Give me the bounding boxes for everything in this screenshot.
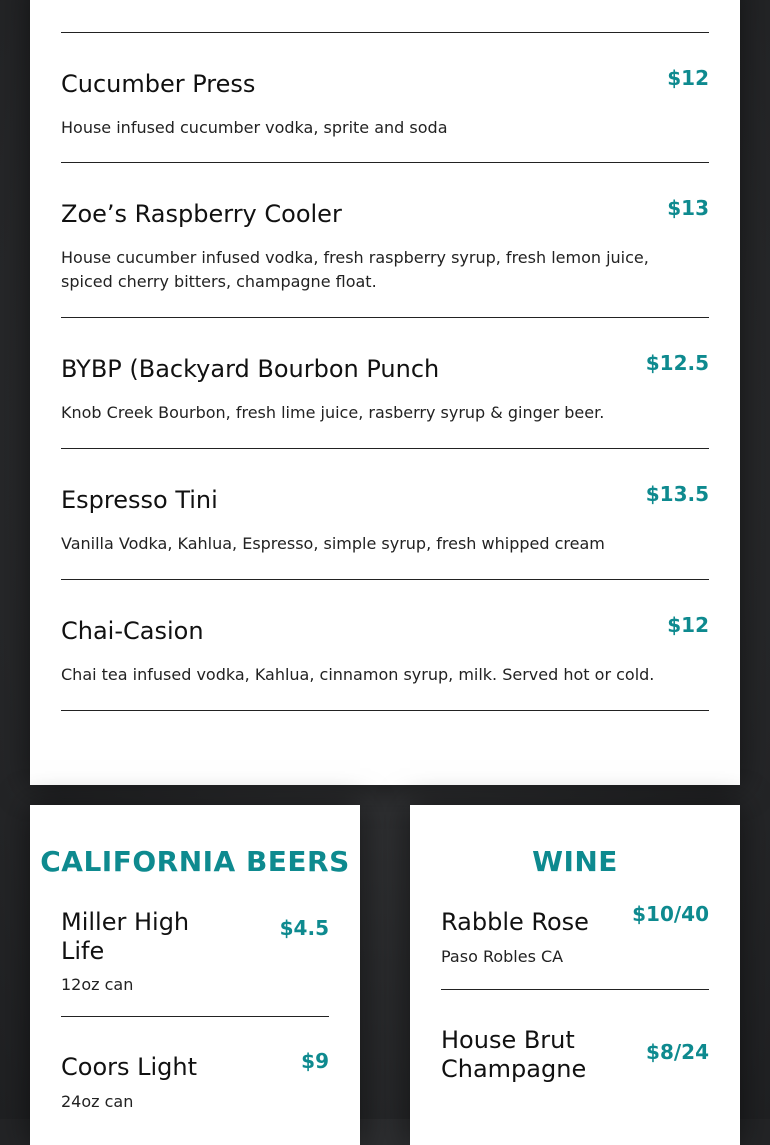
divider <box>61 317 709 318</box>
item-description: Chai tea infused vodka, Kahlua, cinnamon syrup, milk. Served hot or cold. <box>61 665 655 684</box>
section-title: WINE <box>532 845 618 878</box>
divider <box>61 448 709 449</box>
item-name: Coors Light <box>61 1053 198 1081</box>
item-name: Cucumber Press <box>61 70 256 98</box>
item-name: BYBP (Backyard Bourbon Punch <box>61 355 440 383</box>
item-description: House cucumber infused vodka, fresh raspberry syrup, fresh lemon juice, spiced cherry bitters, champagne float. <box>61 248 649 291</box>
divider <box>61 1016 329 1017</box>
divider <box>441 989 709 990</box>
item-name: Zoe’s Raspberry Cooler <box>61 200 342 228</box>
item-price: $12 <box>667 613 709 637</box>
item-price: $13 <box>667 196 709 220</box>
divider <box>61 32 709 33</box>
item-description: Paso Robles CA <box>441 947 564 966</box>
item-description: House infused cucumber vodka, sprite and soda <box>61 118 448 137</box>
item-description: 24oz can <box>61 1092 134 1111</box>
wine-menu-card <box>410 805 740 1145</box>
item-description: Vanilla Vodka, Kahlua, Espresso, simple syrup, fresh whipped cream <box>61 534 605 553</box>
item-description: 12oz can <box>61 975 134 994</box>
item-name: Espresso Tini <box>61 486 218 514</box>
item-price: $4.5 <box>279 916 329 940</box>
item-name: Rabble Rose <box>441 908 589 936</box>
item-price: $9 <box>301 1049 329 1073</box>
item-price: $12.5 <box>645 351 709 375</box>
item-price: $12 <box>667 66 709 90</box>
divider <box>61 710 709 711</box>
item-description: Knob Creek Bourbon, fresh lime juice, rasberry syrup & ginger beer. <box>61 403 605 422</box>
divider <box>61 579 709 580</box>
beers-menu-card <box>30 805 360 1145</box>
divider <box>61 162 709 163</box>
section-title: CALIFORNIA BEERS <box>40 845 350 878</box>
item-price: $13.5 <box>645 482 709 506</box>
item-name: Miller High Life <box>61 908 190 965</box>
item-price: $8/24 <box>646 1040 709 1064</box>
item-name: House Brut Champagne <box>441 1026 587 1083</box>
item-name: Chai-Casion <box>61 617 204 645</box>
item-price: $10/40 <box>632 902 709 926</box>
cocktails-menu-card <box>30 0 740 785</box>
